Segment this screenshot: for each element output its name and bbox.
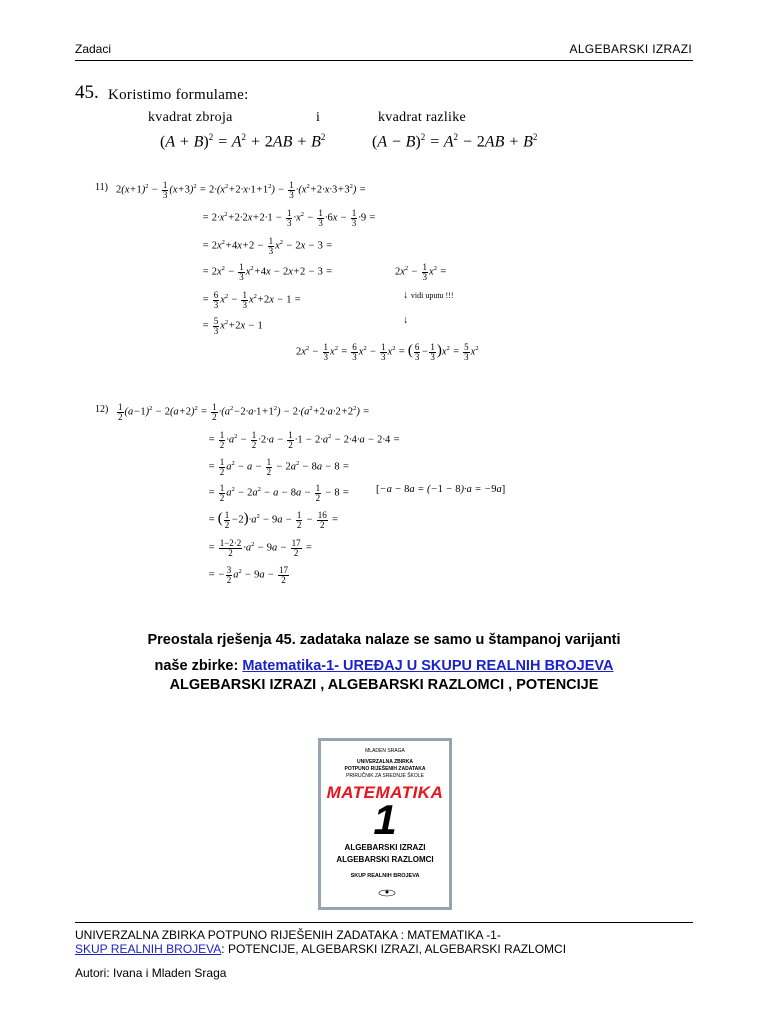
- ex12-side: [−a − 8a = (−1 − 8)·a = −9a]: [376, 484, 506, 495]
- ex12-line3: = $\frac{1}{2}$ $a^2 - a$ − $\frac{1}{2}$ − $2a^2 - 8a - 8$ =: [208, 456, 350, 477]
- ex11-line6: = $\frac{5}{3}$ $x^2+2x - 1$: [202, 315, 263, 336]
- ex11-side2: ↓ vidi uputu !!!: [403, 290, 454, 301]
- header-right: ALGEBARSKI IZRAZI: [569, 42, 692, 56]
- book-line2: POTPUNO RIJEŠENIH ZADATAKA: [344, 766, 426, 772]
- footer-authors: Autori: Ivana i Mladen Sraga: [75, 966, 227, 980]
- ex12-line1: $\frac{1}{2}$ $(a-1)^2 - 2(a+2)^2$ = $\frac{1}{2}$ $\cdot(a^2-2\cdot a\cdot 1+1^2) - 2\cdot(a^2+2\cdot a\cdot 2+2^2)$ =: [118, 401, 370, 422]
- footer-link[interactable]: SKUP REALNIH BROJEVA: [75, 942, 222, 956]
- ex11-hint: vidi uputu !!!: [410, 291, 454, 300]
- footer-line2-rest: : POTENCIJE, ALGEBARSKI IZRAZI, ALGEBARSKI RAZLOMCI: [221, 942, 567, 956]
- formula-square-sum: $(A + B)^2 = A^2 + 2AB + B^2$: [160, 132, 326, 151]
- problem-number: 45.: [75, 82, 99, 103]
- book-sub3: SKUP REALNIH BROJEVA: [350, 873, 420, 879]
- exercise-11-label: 11): [95, 182, 108, 193]
- ex12-line7: = − $\frac{3}{2}$ $a^2 - 9a$ − $\frac{17}{2}$: [208, 564, 288, 585]
- note-line2-prefix: naše zbirke:: [154, 658, 243, 674]
- exercise-12-label: 12): [95, 404, 109, 415]
- ex11-line2: = $2\cdot x^2+2\cdot 2x+2\cdot 1$ − $\frac{1}{3}$ $\cdot x^2$ − $\frac{1}{3}$ ·6x − $\frac{1}{3}$ ·9 =: [202, 207, 376, 228]
- ex11-line1: $2(x+1)^2$ − $\frac{1}{3}$ $(x+3)^2 = 2\cdot(x^2+2\cdot x\cdot 1+1^2)$ − $\frac{1}{3}$ $\cdot(x^2+2\cdot x\cdot 3+3^2)$ =: [116, 179, 367, 200]
- label-square-diff: kvadrat razlike: [378, 110, 467, 125]
- footer-line2: [75, 942, 566, 956]
- ex12-line2: = $\frac{1}{2}$ $\cdot a^2$ − $\frac{1}{2}$ ·2·a − $\frac{1}{2}$ $\cdot 1 - 2\cdot a^2 - 2\cdot 4\cdot a - 2\cdot 4$ =: [208, 429, 400, 450]
- footer-rule: [75, 922, 693, 923]
- note-line1: Preostala rješenja 45. zadataka nalaze se samo u štampanoj varijanti: [147, 632, 621, 648]
- book-sub2: ALGEBARSKI RAZLOMCI: [336, 855, 434, 864]
- book-line1: UNIVERZALNA ZBIRKA: [357, 759, 413, 765]
- ex11-line3: = $2x^2+4x+2$ − $\frac{1}{3}$ $x^2 - 2x - 3$ =: [202, 235, 333, 256]
- ex12-line5: = ( $\frac{1}{2}$ $-2)\cdot a^2 - 9a$ − $\frac{1}{2}$ − $\frac{16}{2}$ =: [208, 509, 339, 530]
- ex11-line4: = $2x^2$ − $\frac{1}{3}$ $x^2+4x - 2x+2 - 3$ =: [202, 261, 333, 282]
- book-line3: PRIRUČNIK ZA SREDNJE ŠKOLE: [346, 773, 424, 779]
- book-title: MATEMATIKA: [326, 783, 444, 802]
- header-left: Zadaci: [75, 42, 112, 56]
- book-link[interactable]: Matematika-1- UREĐAJ U SKUPU REALNIH BROJEVA: [242, 658, 614, 674]
- label-square-sum: kvadrat zbroja: [148, 110, 233, 125]
- ex12-line6: = $\frac{1-2\cdot 2}{2}$ $\cdot a^2 - 9a$ − $\frac{17}{2}$ =: [208, 537, 313, 558]
- formula-square-diff: $(A - B)^2 = A^2 - 2AB + B^2$: [372, 132, 538, 151]
- book-cover-image: [318, 738, 452, 910]
- note-line3: ALGEBARSKI IZRAZI , ALGEBARSKI RAZLOMCI , POTENCIJE: [169, 677, 599, 693]
- publisher-logo-icon: [377, 887, 397, 897]
- ex11-arrow: ↓: [403, 315, 409, 326]
- header-rule: [75, 60, 693, 61]
- book-authors: MLADEN SRAGA: [365, 748, 405, 754]
- problem-intro: Koristimo formulame:: [108, 87, 249, 103]
- book-number: 1: [373, 796, 397, 843]
- label-and: i: [316, 110, 321, 125]
- footer-line1: UNIVERZALNA ZBIRKA POTPUNO RIJEŠENIH ZADATAKA : MATEMATIKA -1-: [75, 928, 501, 942]
- note-line2: [80, 657, 688, 676]
- ex11-line5: = $\frac{6}{3}$ $x^2$ − $\frac{1}{3}$ $x^2+2x - 1$ =: [202, 289, 302, 310]
- ex11-side3: $2x^2$ − $\frac{1}{3}$ $x^2$ = $\frac{6}{3}$ $x^2$ − $\frac{1}{3}$ $x^2$ = ( $\frac{6}{3}$ − $\frac{1}{3}$ )$x^2$ = $\frac{5}{3}$ $x^2$: [296, 341, 479, 362]
- ex12-line4: = $\frac{1}{2}$ $a^2 - 2a^2 - a - 8a$ − $\frac{1}{2}$ − 8 =: [208, 482, 350, 503]
- book-sub1: ALGEBARSKI IZRAZI: [344, 843, 426, 852]
- ex11-side1: $2x^2$ − $\frac{1}{3}$ $x^2$ =: [395, 261, 447, 282]
